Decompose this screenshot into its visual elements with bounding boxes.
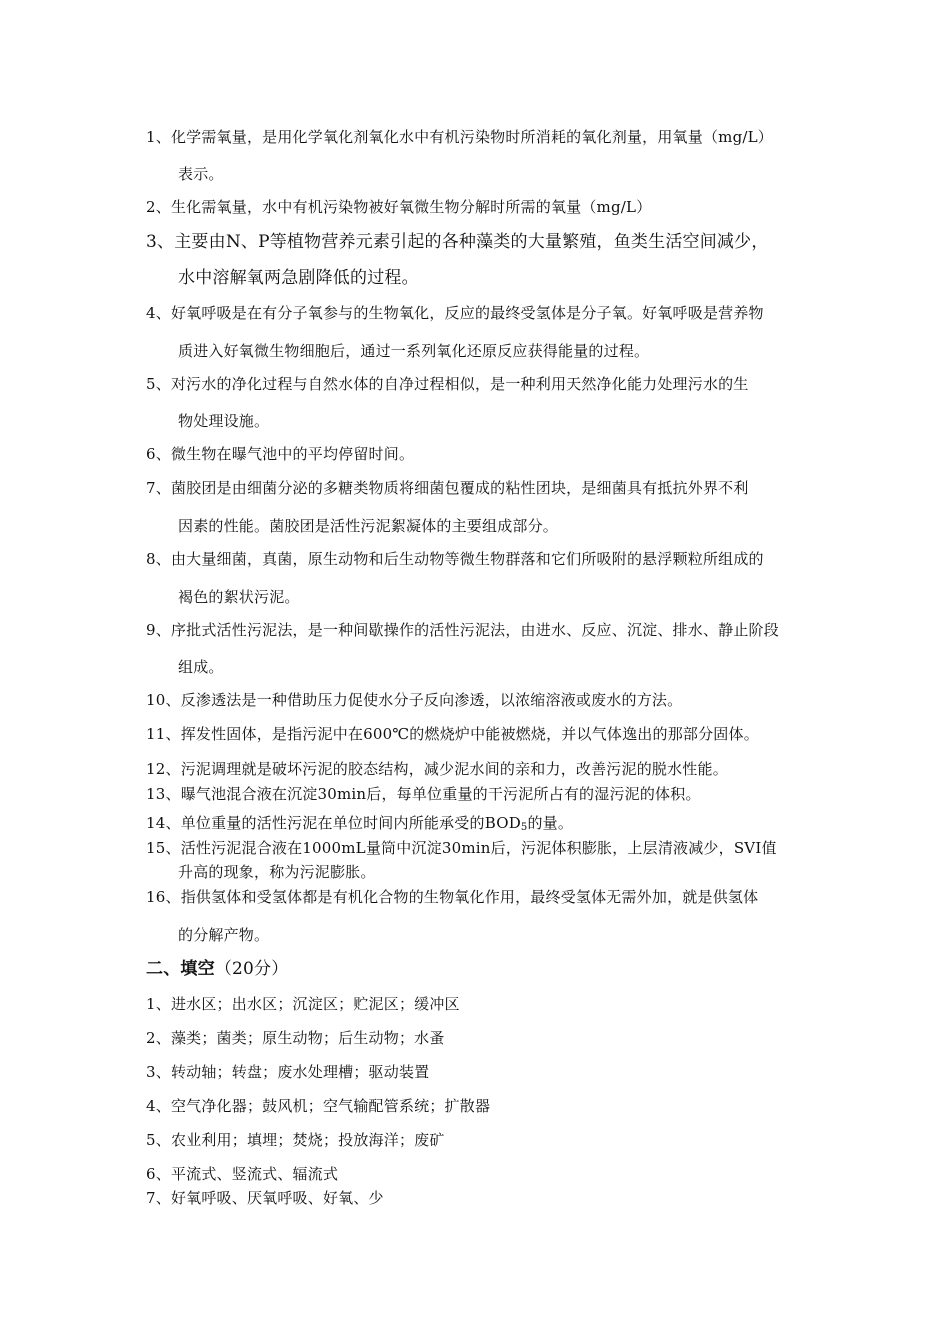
definition-16-line-1: 16、指供氢体和受氢体都是有机化合物的生物氧化作用，最终受氢体无需外加，就是供氢体: [146, 888, 759, 906]
answer-2: 2、藻类；菌类；原生动物；后生动物；水蚤: [146, 1029, 445, 1047]
definition-8-line-2: 褐色的絮状污泥。: [178, 588, 300, 606]
section-2-heading: 二、填空（20分）: [146, 959, 289, 979]
definition-6-line-1: 6、微生物在曝气池中的平均停留时间。: [146, 445, 415, 463]
definition-14-line-1: 14、单位重量的活性污泥在单位时间内所能承受的$BOD_5$的量。: [146, 814, 574, 833]
definition-1-line-2: 表示。: [178, 165, 224, 183]
definition-9-line-2: 组成。: [178, 658, 224, 676]
definition-5-line-2: 物处理设施。: [178, 412, 270, 430]
definition-7-line-2: 因素的性能。菌胶团是活性污泥絮凝体的主要组成部分。: [178, 517, 559, 535]
definition-13-line-1: 13、曝气池混合液在沉淀30min后，每单位重量的干污泥所占有的湿污泥的体积。: [146, 785, 701, 803]
definition-8-line-1: 8、由大量细菌，真菌，原生动物和后生动物等微生物群落和它们所吸附的悬浮颗粒所组成的: [146, 550, 764, 568]
definition-9-line-1: 9、序批式活性污泥法，是一种间歇操作的活性污泥法，由进水、反应、沉淀、排水、静止阶段: [146, 621, 779, 639]
answer-5: 5、农业利用；填埋；焚烧；投放海洋；废矿: [146, 1131, 445, 1149]
answer-3: 3、转动轴；转盘；废水处理槽；驱动装置: [146, 1063, 430, 1081]
definition-12-line-1: 12、污泥调理就是破坏污泥的胶态结构，减少泥水间的亲和力，改善污泥的脱水性能。: [146, 760, 728, 778]
definition-11-line-1: 11、挥发性固体，是指污泥中在600℃的燃烧炉中能被燃烧，并以气体逸出的那部分固体。: [146, 725, 759, 743]
definition-16-line-2: 的分解产物。: [178, 926, 270, 944]
answer-7: 7、好氧呼吸、厌氧呼吸、好氧、少: [146, 1189, 384, 1207]
definition-3-line-2: 水中溶解氧两急剧降低的过程。: [178, 268, 419, 288]
definition-15-line-2: 升高的现象，称为污泥膨胀。: [178, 863, 376, 881]
definition-5-line-1: 5、对污水的净化过程与自然水体的自净过程相似，是一种利用天然净化能力处理污水的生: [146, 375, 749, 393]
answer-1: 1、进水区；出水区；沉淀区；贮泥区；缓冲区: [146, 995, 460, 1013]
definition-1-line-1: 1、化学需氧量，是用化学氧化剂氧化水中有机污染物时所消耗的氧化剂量，用氧量（mg/L）: [146, 128, 773, 146]
answer-4: 4、空气净化器；鼓风机；空气输配管系统；扩散器: [146, 1097, 491, 1115]
bod-subscript: 5: [520, 822, 528, 833]
definition-3-line-1: 3、主要由N、P等植物营养元素引起的各种藻类的大量繁殖，鱼类生活空间减少，: [146, 232, 769, 252]
definition-2-line-1: 2、生化需氧量，水中有机污染物被好氧微生物分解时所需的氧量（mg/L）: [146, 198, 652, 216]
definition-15-line-1: 15、活性污泥混合液在1000mL量筒中沉淀30min后，污泥体积膨胀，上层清液减少，SVI值: [146, 839, 777, 857]
definition-7-line-1: 7、菌胶团是由细菌分泌的多糖类物质将细菌包覆成的粘性团块，是细菌具有抵抗外界不利: [146, 479, 749, 497]
answer-6: 6、平流式、竖流式、辐流式: [146, 1165, 339, 1183]
definition-4-line-1: 4、好氧呼吸是在有分子氧参与的生物氧化，反应的最终受氢体是分子氧。好氧呼吸是营养物: [146, 304, 764, 322]
definition-4-line-2: 质进入好氧微生物细胞后，通过一系列氧化还原反应获得能量的过程。: [178, 342, 650, 360]
section-2-score: （20分）: [214, 959, 289, 979]
definition-10-line-1: 10、反渗透法是一种借助压力促使水分子反向渗透，以浓缩溶液或废水的方法。: [146, 691, 683, 709]
